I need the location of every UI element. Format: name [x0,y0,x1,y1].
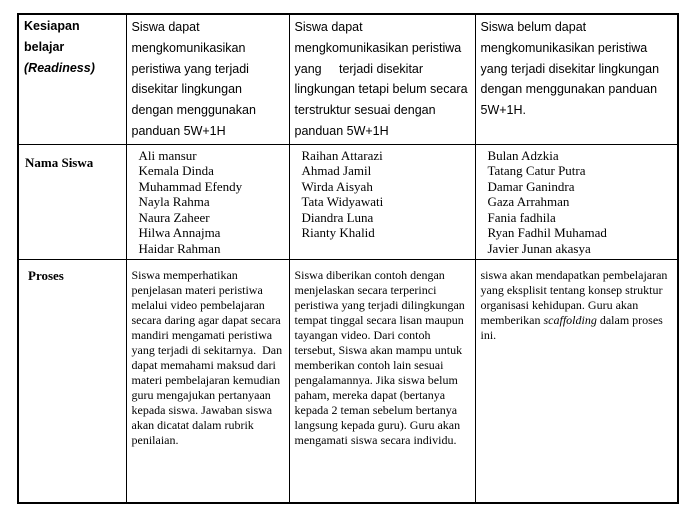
student-name: Javier Junan akasya [487,241,591,257]
student-name: Diandra Luna [301,209,374,225]
readiness-level-3-text: Siswa belum dapat mengkomunikasikan peristiwa yang terjadi disekitar lingkungan dengan menggunakan panduan 5W+1H. [480,20,663,117]
proses-group-3-pre: siswa akan mendapatkan pembelajaran yang eksplisit tentang konsep struktur organisasi kehidupan. Guru akan memberikan [480,267,671,327]
student-name: Gaza Arrahman [487,194,570,210]
names-group-2-cell [289,144,475,259]
names-group-2-list [295,147,470,242]
readiness-level-2-text: Siswa dapat mengkomunikasikan peristiwa yang terjadi disekitar lingkungan tetapi belum secara terstruktur sesuai dengan panduan 5W+1H [294,20,472,138]
proses-group-3-post: dalam proses ini. [480,312,666,342]
table-row-kesiapan [18,14,678,144]
student-name: Tatang Catur Putra [487,163,586,179]
proses-group-3-cell [475,259,678,503]
table-row-nama-siswa [18,144,678,259]
names-group-1-list [132,147,284,257]
student-name: Naura Zaheer [138,209,210,225]
names-group-3-cell [475,144,678,259]
readiness-table [17,13,679,504]
row-label-proses [18,259,126,503]
student-name: Hilwa Annajma [138,225,221,241]
row-label-kesiapan-belajar [18,14,126,144]
proses-group-3-italic-word: scaffolding [543,312,597,327]
student-name: Raihan Attarazi [301,147,383,163]
student-name: Rianty Khalid [301,225,375,241]
readiness-level-2-cell [289,14,475,144]
student-name: Fania fadhila [487,209,556,225]
names-group-3-list [481,147,673,257]
proses-group-1-cell [126,259,289,503]
proses-group-1-text: Siswa memperhatikan penjelasan materi peristiwa melalui video pembelajaran secara daring agar dapat secara mandiri mengamati peristiwa yang terjadi di sekitarnya. Dan dapat memahami maksud dari materi pembelajaran kemudian guru mengajukan pertanyaan kepada siswa. Jawaban siswa akan dicatat dalam rubrik penilaian. [131,267,286,447]
student-name: Wirda Aisyah [301,178,373,194]
proses-group-2-text: Siswa diberikan contoh dengan menjelaskan secara terperinci peristiwa yang terjadi dilingkungan tempat tinggal secara lisan maupun tayangan video. Dari contoh tersebut, Siswa akan mampu untuk memberikan contoh lain sesuai pengalamannya. Jika siswa belum paham, mereka dapat (bertanya kepada 2 teman sebelum bertanya langsung kepada guru). Guru akan mengamati siswa secara individu. [294,267,468,447]
student-name: Haidar Rahman [138,241,221,257]
student-name: Damar Ganindra [487,178,575,194]
student-name: Kemala Dinda [138,163,214,179]
names-group-1-cell [126,144,289,259]
student-name: Tata Widyawati [301,194,384,210]
proses-group-3-text [481,262,673,343]
student-name: Nayla Rahma [138,194,210,210]
nama-siswa-label: Nama Siswa [25,154,94,170]
student-name: Muhammad Efendy [138,178,243,194]
proses-label: Proses [28,267,64,283]
student-name: Bulan Adzkia [487,147,559,163]
student-name: Ali mansur [138,147,197,163]
readiness-level-3-cell [475,14,678,144]
readiness-label: (Readiness) [24,60,95,75]
student-name: Ahmad Jamil [301,163,372,179]
proses-group-2-cell [289,259,475,503]
kesiapan-belajar-label: Kesiapan belajar [24,19,80,54]
readiness-level-1-text: Siswa dapat mengkomunikasikan peristiwa yang terjadi disekitar lingkungan dengan menggunakan panduan 5W+1H [131,20,260,138]
student-name: Ryan Fadhil Muhamad [487,225,607,241]
table-row-proses [18,259,678,503]
readiness-level-1-cell [126,14,289,144]
row-label-nama-siswa [18,144,126,259]
